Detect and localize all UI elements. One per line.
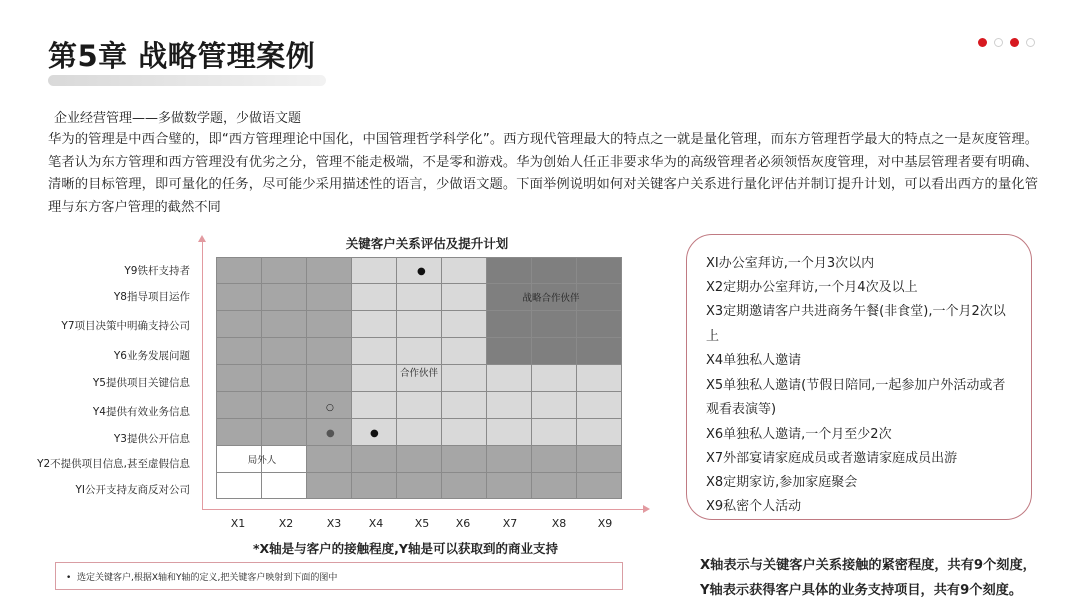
x-label-8: X8 — [551, 517, 567, 530]
matrix-cell — [351, 257, 397, 284]
y-axis-line — [202, 240, 203, 510]
matrix-cell — [531, 337, 577, 365]
y-axis-summary: Y轴表示获得客户具体的业务支持项目，共有9个刻度。 — [700, 583, 1023, 598]
matrix-cell — [396, 337, 442, 365]
y-label-8: Y8指导项目运作 — [113, 291, 190, 303]
matrix-cell — [306, 445, 352, 473]
matrix-cell — [441, 418, 487, 446]
matrix-cell — [576, 391, 622, 419]
matrix-cell — [531, 445, 577, 473]
matrix-cell — [486, 337, 532, 365]
x-definition-item: X2定期办公室拜访,一个月4次及以上 — [706, 280, 918, 295]
nav-dot-1[interactable] — [978, 38, 987, 47]
matrix-cell — [306, 257, 352, 284]
matrix-cell — [216, 364, 262, 392]
matrix-cell — [441, 391, 487, 419]
x-label-1: X1 — [230, 517, 246, 530]
marker-filled-dot: ● — [370, 428, 379, 439]
region-label-partner: 合作伙伴 — [399, 368, 438, 379]
matrix-cell — [261, 472, 307, 499]
matrix-cell — [351, 310, 397, 338]
matrix-cell — [216, 472, 262, 499]
x-definition-item: X7外部宴请家庭成员或者邀请家庭成员出游 — [706, 451, 958, 466]
matrix-cell — [486, 364, 532, 392]
x-definition-item: 观看表演等) — [706, 402, 777, 417]
y-label-1: YI公开支持友商反对公司 — [75, 484, 190, 496]
matrix-cell — [531, 364, 577, 392]
matrix-cell — [441, 310, 487, 338]
x-definition-item: X5单独私人邀请(节假日陪同,一起参加户外活动或者 — [706, 378, 1006, 393]
x-definition-item: X8定期家访,参加家庭聚会 — [706, 475, 858, 490]
matrix-cell — [576, 337, 622, 365]
slide-nav-dots — [978, 38, 1035, 47]
matrix-cell — [261, 364, 307, 392]
matrix-cell — [261, 337, 307, 365]
matrix-cell — [531, 391, 577, 419]
matrix-cell — [531, 472, 577, 499]
matrix-cell — [261, 391, 307, 419]
instruction-text — [66, 570, 337, 583]
relationship-matrix — [216, 257, 622, 499]
y-label-9: Y9铁杆支持者 — [124, 265, 190, 277]
matrix-cell — [486, 310, 532, 338]
chart-title: 关键客户关系评估及提升计划 — [345, 236, 509, 251]
matrix-cell — [486, 445, 532, 473]
matrix-cell — [261, 283, 307, 311]
matrix-cell — [306, 472, 352, 499]
matrix-cell — [306, 310, 352, 338]
x-axis-line — [202, 509, 643, 510]
matrix-cell — [216, 283, 262, 311]
matrix-cell — [216, 418, 262, 446]
y-label-5: Y5提供项目关键信息 — [92, 377, 190, 389]
x-label-9: X9 — [597, 517, 613, 530]
x-axis-summary: X轴表示与关键客户关系接触的紧密程度，共有9个刻度， — [700, 558, 1036, 573]
matrix-cell — [576, 310, 622, 338]
matrix-cell — [396, 418, 442, 446]
instruction-box — [55, 562, 623, 590]
x-definition-item: X4单独私人邀请 — [706, 353, 802, 368]
x-definition-item: X3定期邀请客户共进商务午餐(非食堂),一个月2次以 — [706, 304, 1006, 319]
matrix-cell — [531, 418, 577, 446]
matrix-cell — [441, 364, 487, 392]
matrix-cell — [576, 418, 622, 446]
bullet-icon: • — [66, 573, 78, 583]
x-definition-item: X9私密个人活动 — [706, 499, 802, 514]
matrix-cell — [441, 337, 487, 365]
y-label-2: Y2不提供项目信息,甚至虚假信息 — [37, 458, 190, 470]
matrix-cell — [576, 445, 622, 473]
y-label-7: Y7项目决策中明确支持公司 — [61, 320, 190, 332]
nav-dot-2[interactable] — [994, 38, 1003, 47]
matrix-cell — [306, 337, 352, 365]
matrix-cell — [351, 283, 397, 311]
marker-hollow-circle: ○ — [326, 403, 334, 413]
matrix-cell — [486, 472, 532, 499]
matrix-cell — [216, 257, 262, 284]
matrix-cell — [576, 257, 622, 284]
matrix-cell — [531, 310, 577, 338]
section-subtitle: 企业经营管理——多做数学题，少做语文题 — [54, 111, 302, 126]
matrix-cell — [486, 257, 532, 284]
matrix-cell — [261, 310, 307, 338]
matrix-cell — [486, 391, 532, 419]
x-label-3: X3 — [326, 517, 342, 530]
x-label-7: X7 — [502, 517, 518, 530]
axis-explanation: *X轴是与客户的接触程度,Y轴是可以获取到的商业支持 — [253, 541, 558, 556]
matrix-cell — [441, 445, 487, 473]
matrix-cell — [306, 364, 352, 392]
matrix-cell — [396, 391, 442, 419]
region-label-outsider: 局外人 — [247, 455, 277, 466]
matrix-cell — [351, 364, 397, 392]
x-definition-item: X6单独私人邀请,一个月至少2次 — [706, 427, 892, 442]
matrix-cell — [441, 257, 487, 284]
matrix-cell — [351, 472, 397, 499]
y-label-6: Y6业务发展问题 — [113, 350, 190, 362]
matrix-cell — [216, 337, 262, 365]
x-label-5: X5 — [414, 517, 430, 530]
matrix-cell — [351, 445, 397, 473]
matrix-cell — [351, 391, 397, 419]
matrix-cell — [441, 283, 487, 311]
x-definition-item: 上 — [706, 329, 720, 344]
matrix-cell — [216, 310, 262, 338]
y-label-3: Y3提供公开信息 — [113, 433, 190, 445]
marker-gray-dot: ● — [326, 428, 335, 439]
matrix-cell — [216, 391, 262, 419]
x-label-6: X6 — [455, 517, 471, 530]
y-axis-arrow — [198, 235, 206, 242]
matrix-cell — [396, 283, 442, 311]
title-underline — [48, 75, 326, 86]
matrix-cell — [396, 445, 442, 473]
x-axis-arrow — [643, 505, 650, 513]
page-title: 第5章 战略管理案例 — [48, 39, 316, 73]
nav-dot-3[interactable] — [1010, 38, 1019, 47]
matrix-cell — [396, 472, 442, 499]
matrix-cell — [261, 257, 307, 284]
matrix-cell — [396, 310, 442, 338]
matrix-cell — [486, 418, 532, 446]
matrix-cell — [531, 257, 577, 284]
matrix-cell — [351, 337, 397, 365]
x-label-4: X4 — [368, 517, 384, 530]
x-definitions-box — [686, 234, 1032, 520]
matrix-cell — [261, 418, 307, 446]
matrix-cell — [576, 472, 622, 499]
instruction-label: 选定关键客户,根据X轴和Y轴的定义,把关键客户映射到下面的图中 — [77, 573, 338, 583]
y-label-4: Y4提供有效业务信息 — [92, 406, 190, 418]
x-definition-item: XI办公室拜访,一个月3次以内 — [706, 256, 875, 271]
nav-dot-4[interactable] — [1026, 38, 1035, 47]
matrix-cell — [306, 283, 352, 311]
matrix-cell — [441, 472, 487, 499]
marker-filled-dot: ● — [417, 266, 426, 277]
x-label-2: X2 — [278, 517, 294, 530]
matrix-cell — [576, 364, 622, 392]
intro-paragraph: 华为的管理是中西合璧的，即“西方管理理论中国化，中国管理哲学科学化”。西方现代管理最大的特点之一就是量化管理，而东方管理哲学最大的特点之一是灰度管理。笔者认为东方管理和西方管理没有优劣之分，管理不能走极端，不是零和游戏。华为创始人任正非要求华为的高级管理者必须领悟灰度管理，对中基层管理者要有明确、清晰的目标管理，即可量化的任务，尽可能少采用描述性的语言，少做语文题。下面举例说明如何对关键客户关系进行量化评估并制订提升计划，可以看出西方的量化管理与东方客户管理的截然不同 — [48, 132, 1038, 215]
region-label-strategic-partner: 战略合作伙伴 — [522, 293, 580, 304]
